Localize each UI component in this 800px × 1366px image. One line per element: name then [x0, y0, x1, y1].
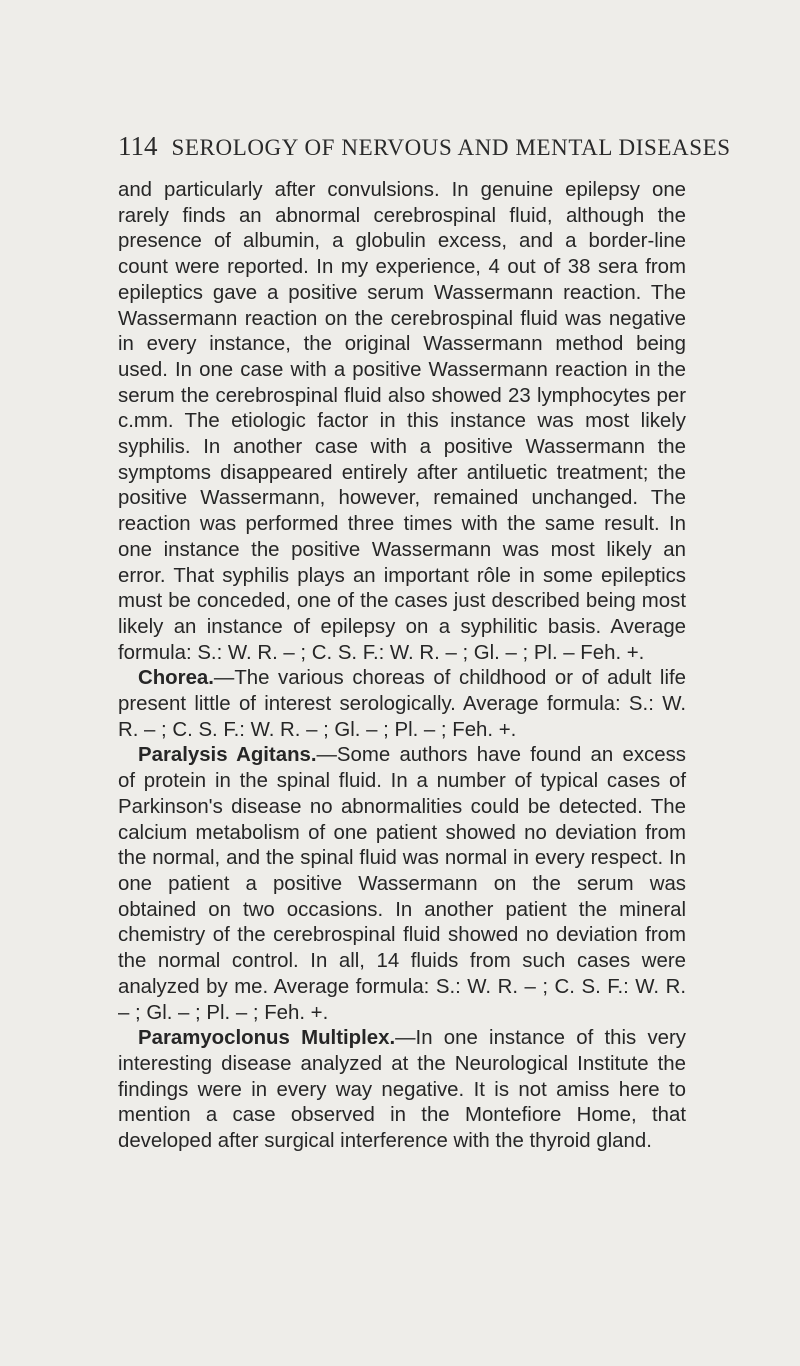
paragraph-epilepsy [118, 178, 686, 666]
section-heading-chorea: Chorea. [138, 667, 214, 690]
section-heading-paramyoclonus: Paramyoclonus Multiplex. [138, 1027, 396, 1050]
section-heading-paralysis-agitans: Paralysis Agitans. [138, 744, 317, 767]
paragraph-paramyoclonus [118, 1026, 686, 1155]
running-title: SEROLOGY OF NERVOUS AND MENTAL DISEASES [171, 135, 731, 160]
paragraph-text: —Some authors have found an excess of protein in the spinal fluid. In a number of typical cases of Parkinson's disease no abnormalities could be detected. The calcium metabolism of one patient showed no deviation from the normal, and the spinal fluid was normal in every respect. In one patient a positive Wassermann on the serum was obtained on two occasions. In another patient the mineral chemistry of the cerebrospinal fluid showed no deviation from the normal control. In all, 14 fluids from such cases were analyzed by me. Average formula: S.: W. R. – ; C. S. F.: W. R. – ; Gl. – ; Pl. – ; Feh. +. [118, 744, 686, 1024]
paragraph-paralysis-agitans [118, 743, 686, 1026]
page-number: 114 [118, 131, 158, 161]
body-text [118, 178, 686, 1155]
page-header [118, 131, 731, 162]
paragraph-chorea [118, 666, 686, 743]
paragraph-text: and particularly after convulsions. In genuine epilepsy one rarely finds an abnormal cerebrospinal fluid, although the presence of albumin, a globulin excess, and a border-line count were reported. In my experience, 4 out of 38 sera from epileptics gave a positive serum Wassermann reaction. The Wassermann reaction on the cerebrospinal fluid was negative in every instance, the original Wassermann method being used. In one case with a positive Wassermann reaction in the serum the cerebrospinal fluid also showed 23 lymphocytes per c.mm. The etiologic factor in this instance was most likely syphilis. In another case with a positive Wassermann the symptoms disappeared entirely after antiluetic treatment; the positive Wassermann, however, remained unchanged. The reaction was performed three times with the same result. In one instance the positive Wassermann was most likely an error. That syphilis plays an important rôle in some epileptics must be conceded, one of the cases just described being most likely an instance of epilepsy on a syphilitic basis. Average formula: S.: W. R. – ; C. S. F.: W. R. – ; Gl. – ; Pl. – Feh. +. [118, 179, 686, 664]
paragraph-text: —In one instance of this very interesting disease analyzed at the Neurological Institute the findings were in every way negative. It is not amiss here to mention a case observed in the Montefiore Home, that developed after surgical interference with the thyroid gland. [118, 1027, 686, 1153]
paragraph-text: —The various choreas of childhood or of adult life present little of interest serologically. Average formula: S.: W. R. – ; C. S. F.: W. R. – ; Gl. – ; Pl. – ; Feh. +. [118, 667, 686, 741]
